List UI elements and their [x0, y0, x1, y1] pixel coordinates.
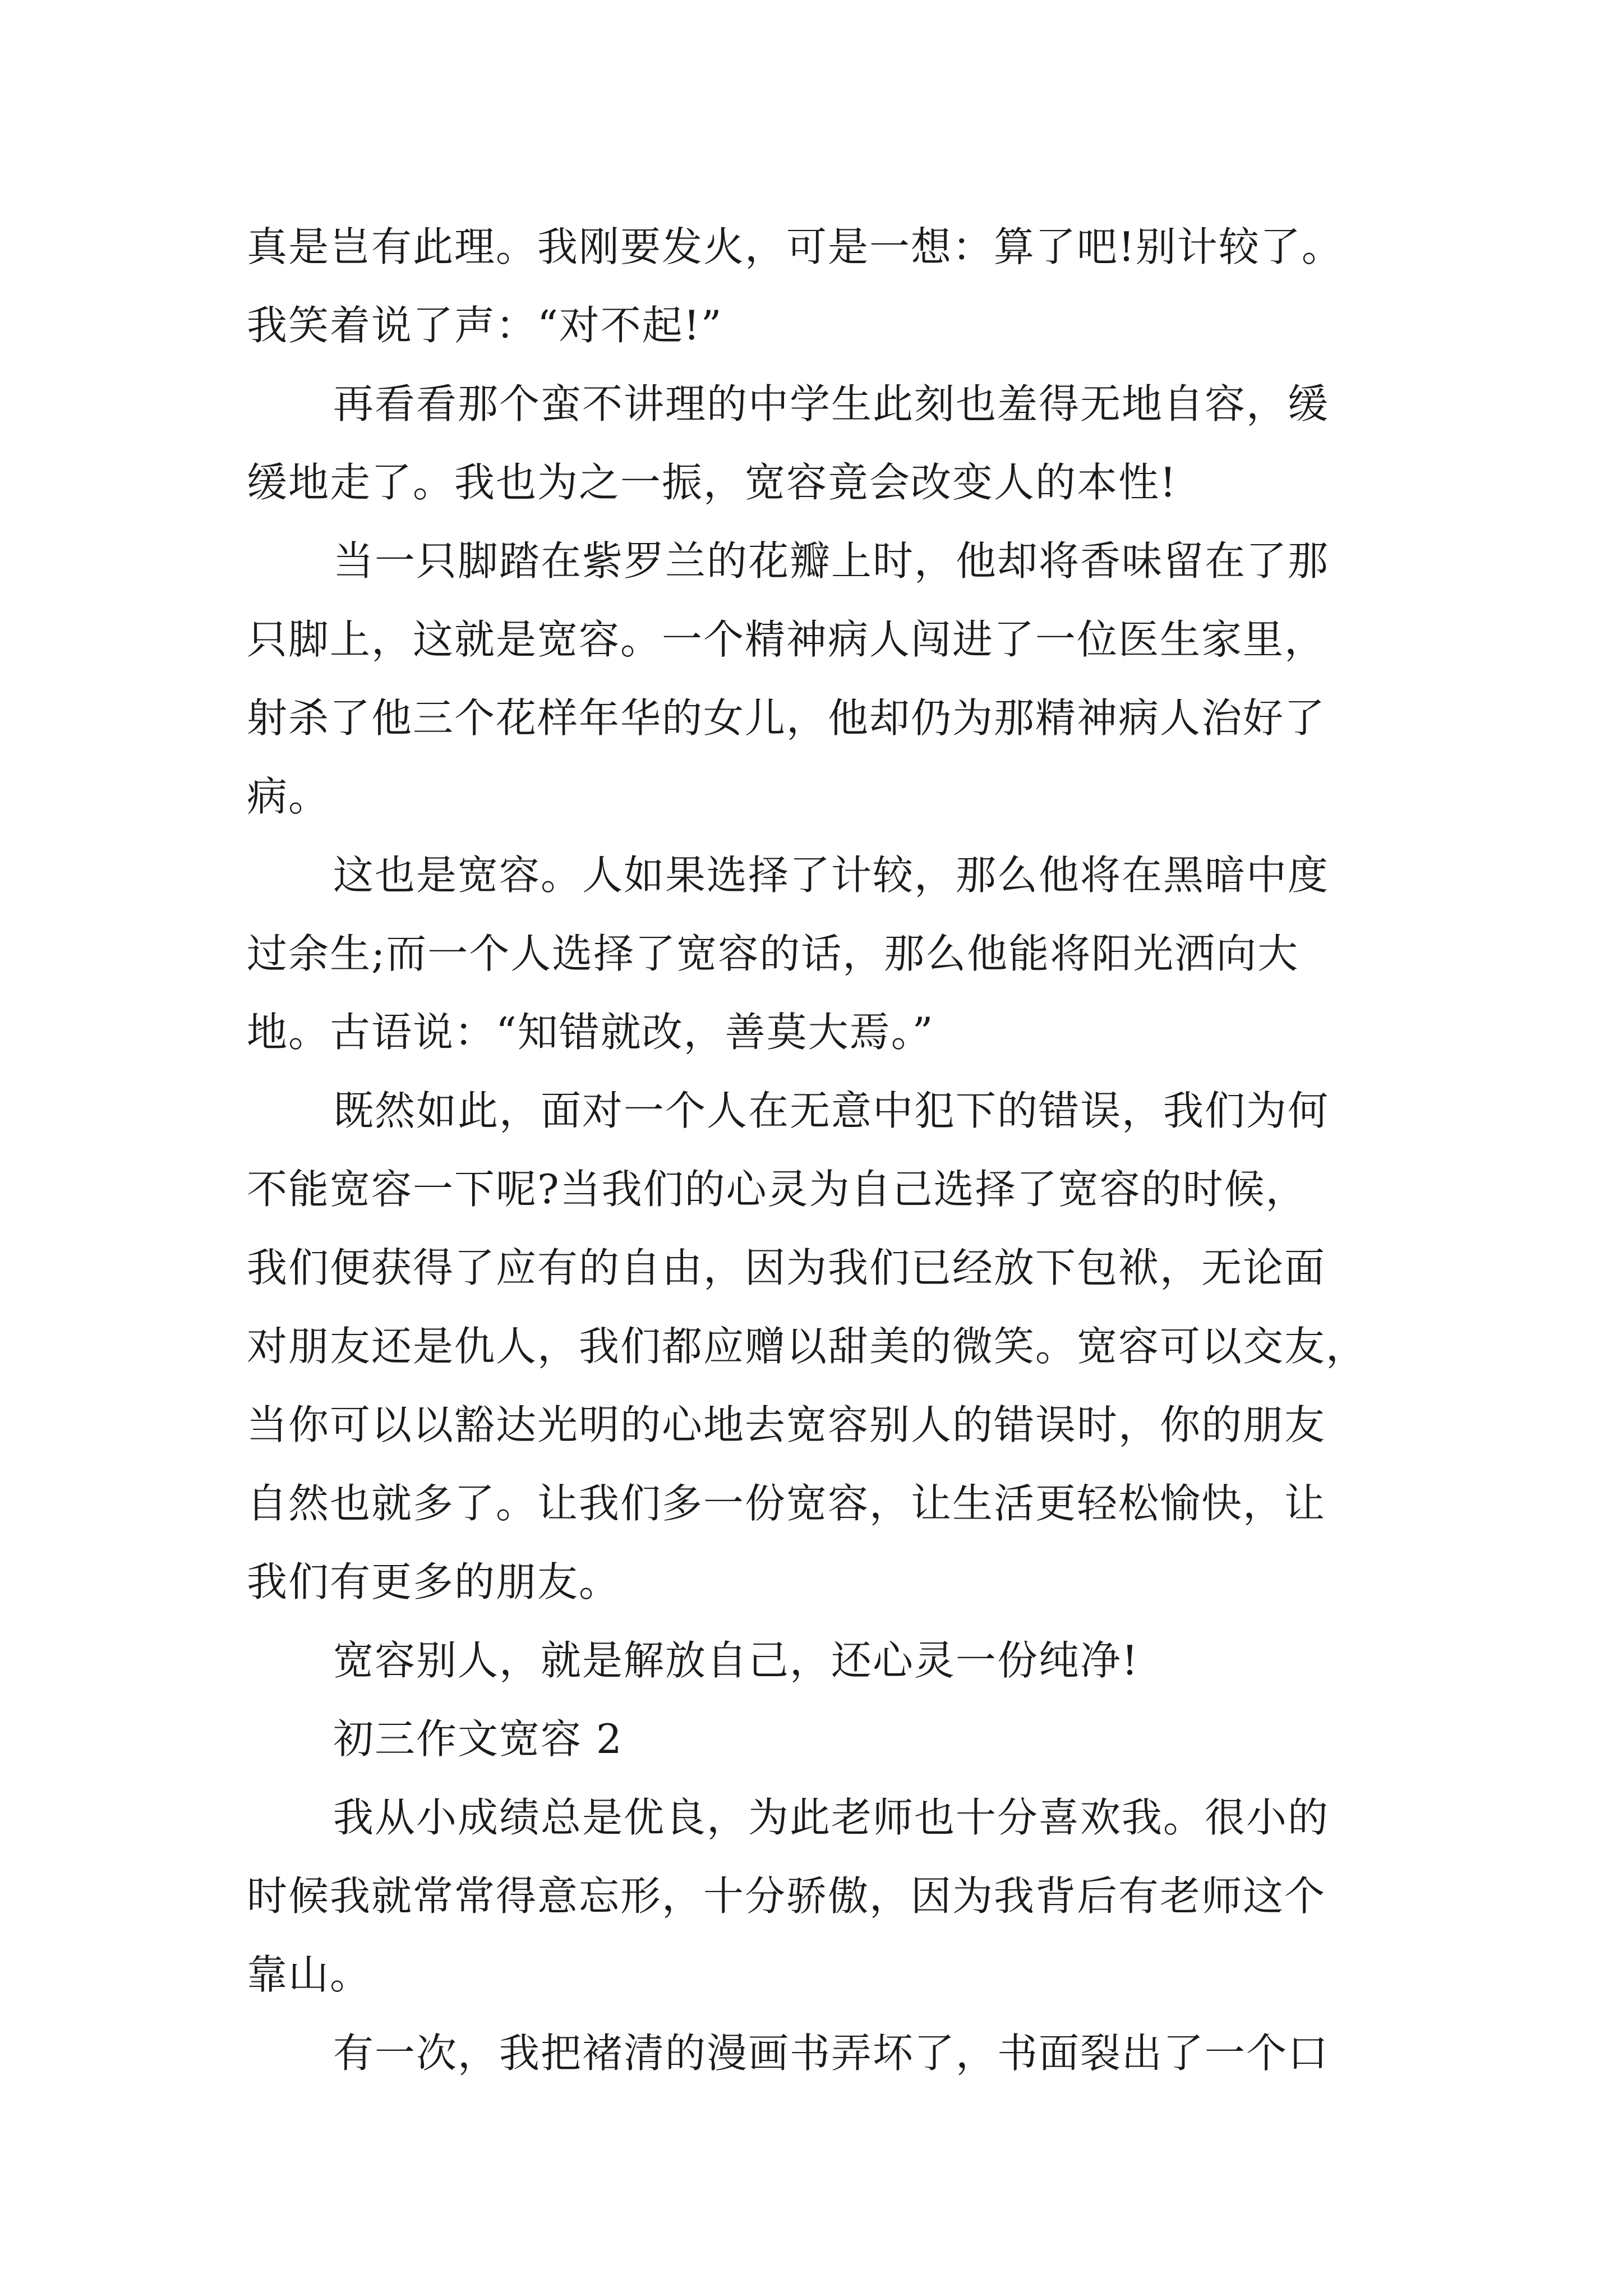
- text-line: 射杀了他三个花样年华的女儿，他却仍为那精神病人治好了: [247, 694, 1326, 742]
- paragraph-start-line: 宽容别人，就是解放自己，还心灵一份纯净!: [333, 1637, 1139, 1684]
- section-heading: 初三作文宽容 2: [333, 1715, 623, 1763]
- text-line: 只脚上，这就是宽容。一个精神病人闯进了一位医生家里，: [247, 616, 1326, 663]
- paragraph-start-line: 这也是宽容。人如果选择了计较，那么他将在黑暗中度: [333, 852, 1330, 899]
- text-line: 病。: [247, 773, 330, 820]
- text-line: 当你可以以豁达光明的心地去宽容别人的错误时，你的朋友: [247, 1401, 1326, 1448]
- text-line: 对朋友还是仇人，我们都应赠以甜美的微笑。宽容可以交友，: [247, 1323, 1368, 1370]
- text-line: 我们有更多的朋友。: [247, 1558, 621, 1605]
- text-line: 我们便获得了应有的自由，因为我们已经放下包袱，无论面: [247, 1244, 1326, 1291]
- text-line: 自然也就多了。让我们多一份宽容，让生活更轻松愉快，让: [247, 1480, 1326, 1527]
- text-line: 缓地走了。我也为之一振，宽容竟会改变人的本性!: [247, 459, 1177, 506]
- text-line: 靠山。: [247, 1951, 372, 1998]
- text-line: 过余生;而一个人选择了宽容的话，那么他能将阳光洒向大: [247, 930, 1299, 977]
- paragraph-start-line: 既然如此，面对一个人在无意中犯下的错误，我们为何: [333, 1087, 1330, 1134]
- text-line: 不能宽容一下呢?当我们的心灵为自己选择了宽容的时候，: [247, 1166, 1307, 1213]
- text-line: 我笑着说了声：“对不起!”: [247, 302, 723, 349]
- paragraph-start-line: 有一次，我把褚清的漫画书弄坏了，书面裂出了一个口: [333, 2030, 1330, 2077]
- text-line: 真是岂有此理。我刚要发火，可是一想：算了吧!别计较了。: [247, 223, 1343, 270]
- text-line: 时候我就常常得意忘形，十分骄傲，因为我背后有老师这个: [247, 1872, 1326, 1920]
- paragraph-start-line: 当一只脚踏在紫罗兰的花瓣上时，他却将香味留在了那: [333, 537, 1330, 585]
- paragraph-start-line: 再看看那个蛮不讲理的中学生此刻也羞得无地自容，缓: [333, 380, 1330, 427]
- text-line: 地。古语说：“知错就改，善莫大焉。”: [247, 1009, 934, 1056]
- paragraph-start-line: 我从小成绩总是优良，为此老师也十分喜欢我。很小的: [333, 1794, 1330, 1841]
- body-text: [247, 208, 1413, 2092]
